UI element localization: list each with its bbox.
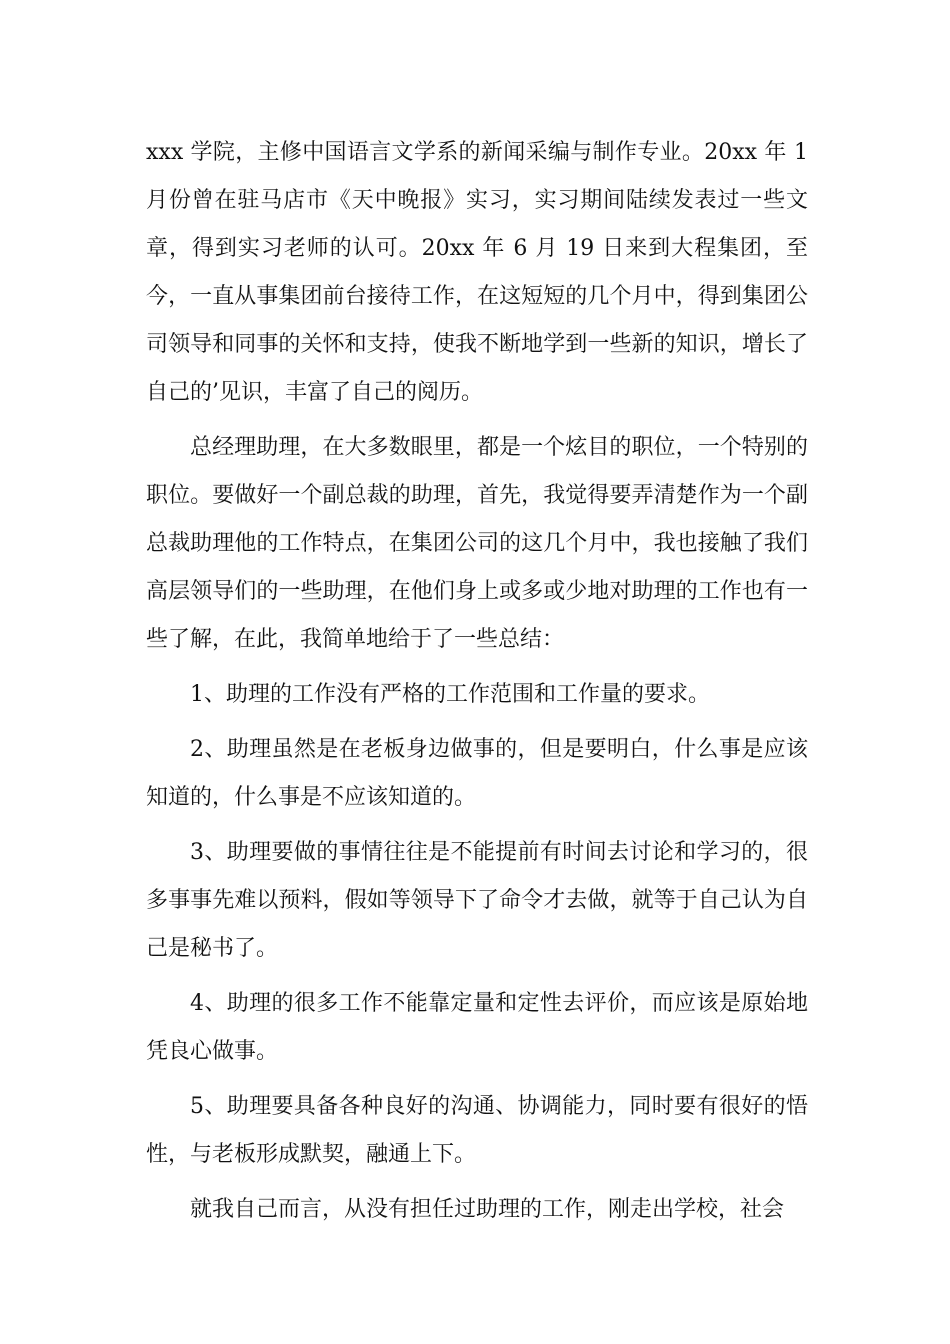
paragraph-personal: 就我自己而言，从没有担任过助理的工作，刚走出学校，社会 <box>190 1197 785 1222</box>
list-item-5: 5、助理要具备各种良好的沟通、协调能力，同时要有很好的悟性，与老板形成默契，融通上下。 <box>146 1094 808 1167</box>
list-item-2: 2、助理虽然是在老板身边做事的，但是要明白，什么事是应该知道的，什么事是不应该知道的。 <box>146 737 808 810</box>
list-item-1: 1、助理的工作没有严格的工作范围和工作量的要求。 <box>190 682 710 707</box>
list-item-3: 3、助理要做的事情往往是不能提前有时间去讨论和学习的，很多事事先难以预料，假如等领导下了命令才去做，就等于自己认为自己是秘书了。 <box>146 840 808 961</box>
paragraph-assistant-role: 总经理助理，在大多数眼里，都是一个炫目的职位，一个特别的职位。要做好一个副总裁的助理，首先，我觉得要弄清楚作为一个副总裁助理他的工作特点，在集团公司的这几个月中，我也接触了我们高层领导们的一些助理，在他们身上或多或少地对助理的工作也有一些了解，在此，我简单地给于了一些总结： <box>146 435 808 652</box>
paragraph-intro-continued: xxx 学院，主修中国语言文学系的新闻采编与制作专业。20xx 年 1 月份曾在驻马店市《天中晚报》实习，实习期间陆续发表过一些文章，得到实习老师的认可。20xx 年 6 月 19 日来到大程集团，至今，一直从事集团前台接待工作，在这短短的几个月中，得到集团公司领导和同事的关怀和支持，使我不断地学到一些新的知识，增长了自己的’见识，丰富了自己的阅历。 <box>146 140 808 405</box>
document-body <box>146 129 808 1234</box>
list-item-4: 4、助理的很多工作不能靠定量和定性去评价，而应该是原始地凭良心做事。 <box>146 991 808 1064</box>
